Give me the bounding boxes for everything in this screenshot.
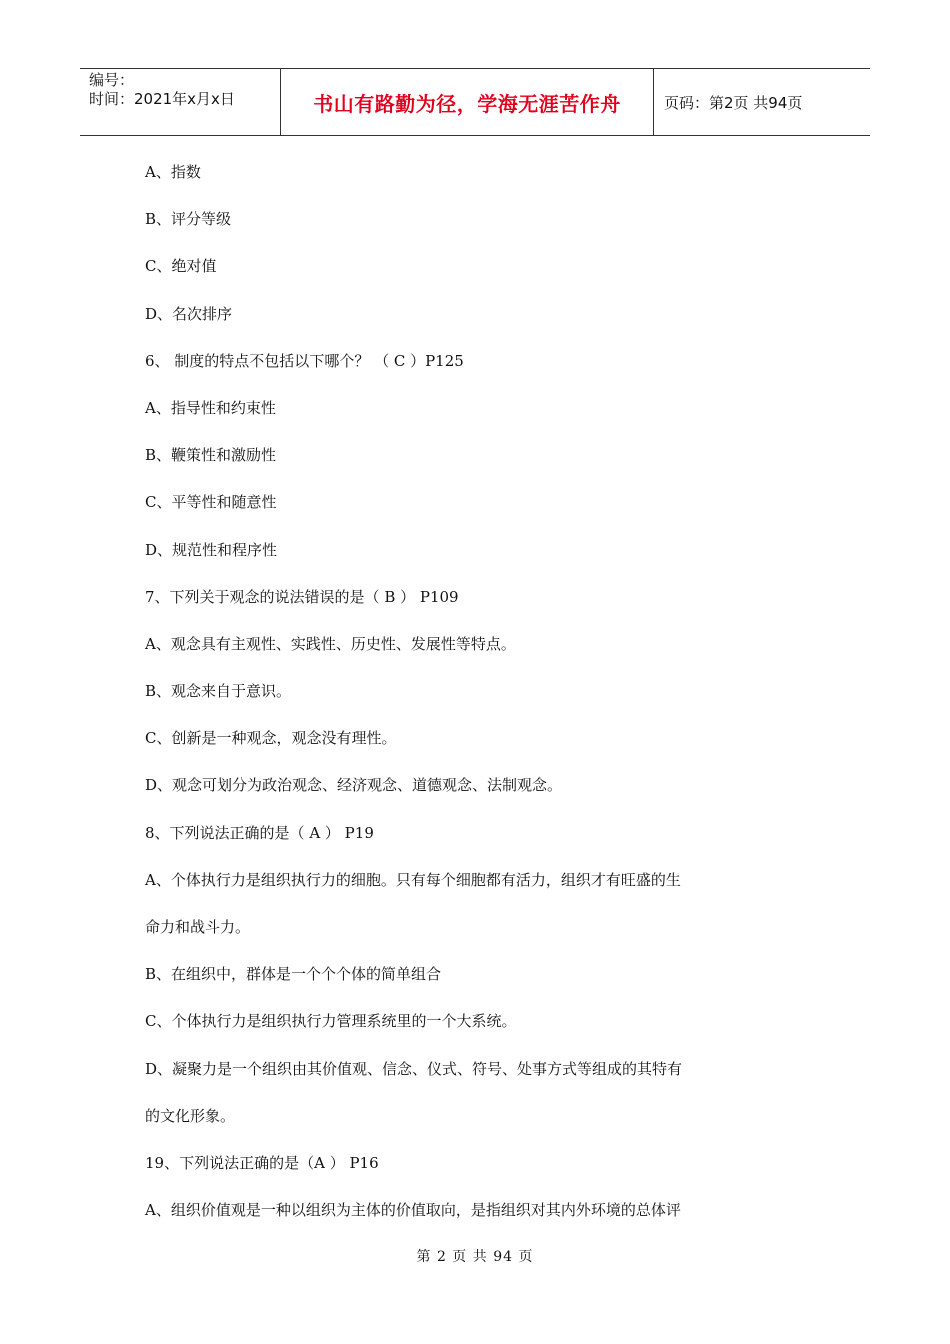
text-line: C、平等性和随意性 xyxy=(145,493,277,512)
text-line: 的文化形象。 xyxy=(145,1106,236,1125)
question-line: 6、 制度的特点不包括以下哪个？ （ C ）P125 xyxy=(145,351,464,370)
document-number-label: 编号： xyxy=(89,71,135,89)
text-line: C、绝对值 xyxy=(145,257,217,276)
text-line: A、组织价值观是一种以组织为主体的价值取向，是指组织对其内外环境的总体评 xyxy=(145,1201,681,1220)
header-motto: 书山有路勤为径，学海无涯苦作舟 xyxy=(281,69,654,135)
text-line: 命力和战斗力。 xyxy=(145,918,251,936)
question-line: 7、下列关于观念的说法错误的是（ B ） P109 xyxy=(145,587,459,606)
page-header xyxy=(80,68,870,136)
text-line: A、观念具有主观性、实践性、历史性、发展性等特点。 xyxy=(145,634,516,653)
text-line: D、名次排序 xyxy=(145,304,233,323)
page-footer: 第 2 页 共 94 页 xyxy=(416,1249,534,1265)
text-line: A、指导性和约束性 xyxy=(145,398,276,417)
text-line: B、在组织中，群体是一个个个体的简单组合 xyxy=(145,965,442,984)
text-line: B、评分等级 xyxy=(145,210,232,229)
document-body xyxy=(145,160,755,1245)
text-line: A、指数 xyxy=(145,163,201,181)
question-line: 19、下列说法正确的是（A ） P16 xyxy=(145,1153,379,1172)
header-meta xyxy=(80,69,281,135)
text-line: B、鞭策性和激励性 xyxy=(145,446,277,465)
text-line: C、个体执行力是组织执行力管理系统里的一个大系统。 xyxy=(145,1012,517,1031)
text-line: A、个体执行力是组织执行力的细胞。只有每个细胞都有活力，组织才有旺盛的生 xyxy=(145,870,681,889)
document-date: 时间：2021年x月x日 xyxy=(89,90,235,108)
header-page-info: 页码：第2页 共94页 xyxy=(664,93,803,112)
text-line: D、规范性和程序性 xyxy=(145,540,278,559)
text-line: B、观念来自于意识。 xyxy=(145,682,292,701)
text-line: D、凝聚力是一个组织由其价值观、信念、仪式、符号、处事方式等组成的其特有 xyxy=(145,1059,683,1078)
text-line: D、观念可划分为政治观念、经济观念、道德观念、法制观念。 xyxy=(145,776,563,795)
question-line: 8、下列说法正确的是（ A ） P19 xyxy=(145,823,374,842)
text-line: C、创新是一种观念，观念没有理性。 xyxy=(145,729,397,748)
